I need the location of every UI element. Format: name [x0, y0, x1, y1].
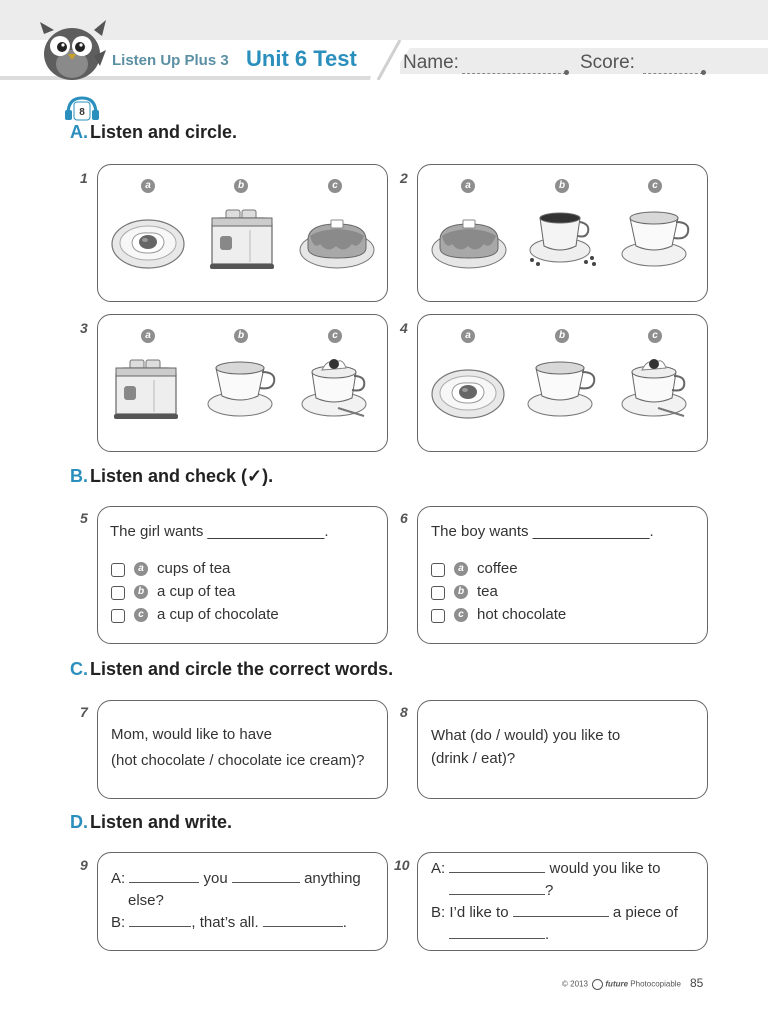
line-text: would you like to [549, 860, 661, 877]
section-c-letter: C. [70, 659, 88, 679]
option-b-badge: b [234, 179, 248, 193]
blank-field[interactable] [513, 904, 609, 917]
option-a-badge: a [141, 329, 155, 343]
tea-cup-icon[interactable] [204, 358, 280, 422]
question-prompt: The girl wants ______________. [110, 523, 329, 540]
section-b-letter: B. [70, 466, 88, 486]
tea-cup-icon[interactable] [618, 208, 694, 272]
option-c-badge: c [454, 608, 468, 622]
coffee-cup-icon[interactable] [522, 206, 600, 272]
score-label: Score: [580, 52, 635, 73]
line-text: . [342, 914, 347, 931]
question-7-box [97, 700, 388, 799]
question-line: Mom, would like to have [111, 726, 272, 743]
checkbox[interactable] [431, 609, 445, 623]
question-line: (hot chocolate / chocolate ice cream)? [111, 752, 365, 769]
section-b-title: Listen and check (✓). [90, 466, 274, 486]
question-line: What (do / would) you like to [431, 727, 621, 744]
answer-line-b-cont [449, 926, 549, 943]
fried-egg-icon[interactable] [110, 212, 186, 272]
hot-chocolate-icon[interactable] [298, 356, 374, 422]
blank-field[interactable] [263, 914, 343, 927]
answer-line-a-cont [449, 882, 553, 899]
copyright-text: © 2013 [562, 979, 588, 989]
question-number: 5 [80, 510, 88, 526]
option-text: hot chocolate [477, 606, 567, 623]
option-text: a cup of tea [157, 583, 236, 600]
section-a-letter: A. [70, 122, 88, 142]
question-number: 4 [400, 320, 408, 336]
speaker-label: A: [111, 870, 126, 887]
option-a-badge: a [461, 179, 475, 193]
footer-copyright [562, 979, 681, 990]
line-text: a piece of [612, 904, 678, 921]
photocopiable-note: Photocopiable [630, 979, 682, 989]
name-label: Name: [403, 52, 459, 73]
checkbox[interactable] [431, 586, 445, 600]
section-a-title: Listen and circle. [90, 122, 238, 142]
speaker-label: A: [431, 860, 446, 877]
question-number: 8 [400, 704, 408, 720]
option-text: tea [477, 583, 498, 600]
option-text: a cup of chocolate [157, 606, 279, 623]
blank-field[interactable] [129, 870, 199, 883]
hot-chocolate-icon[interactable] [618, 356, 694, 422]
section-c-heading [70, 659, 393, 680]
question-number: 7 [80, 704, 88, 720]
question-number: 9 [80, 857, 88, 873]
checkbox[interactable] [431, 563, 445, 577]
blank-field[interactable] [449, 860, 545, 873]
option-text: cups of tea [157, 560, 231, 577]
checkbox[interactable] [111, 609, 125, 623]
pancakes-icon[interactable] [298, 206, 376, 272]
option-c-badge: c [648, 179, 662, 193]
series-title: Listen Up Plus 3 [112, 52, 229, 69]
section-a-heading [70, 122, 237, 143]
name-field[interactable] [462, 73, 566, 74]
option-a-badge: a [454, 562, 468, 576]
option-b-badge: b [454, 585, 468, 599]
answer-line-b [111, 914, 347, 931]
line-text: anything [304, 870, 361, 887]
pancakes-icon[interactable] [430, 206, 508, 272]
question-line: (drink / eat)? [431, 750, 516, 767]
brand-logo-icon [592, 979, 603, 990]
owl-mascot-icon [36, 20, 108, 82]
question-number: 3 [80, 320, 88, 336]
speaker-label: B: I’d like to [431, 904, 509, 921]
blank-field[interactable] [449, 882, 545, 895]
checkbox[interactable] [111, 563, 125, 577]
tea-cup-icon[interactable] [524, 358, 600, 422]
score-field[interactable] [643, 73, 703, 74]
line-text: you [203, 870, 228, 887]
option-b-badge: b [555, 329, 569, 343]
option-b-badge: b [555, 179, 569, 193]
track-number: 8 [79, 107, 85, 118]
blank-field[interactable] [129, 914, 191, 927]
name-field-dot [564, 70, 569, 75]
question-number: 2 [400, 170, 408, 186]
line-text: , that’s all. [191, 914, 259, 931]
option-a-badge: a [134, 562, 148, 576]
option-c-badge: c [648, 329, 662, 343]
question-number: 1 [80, 170, 88, 186]
option-a-badge: a [141, 179, 155, 193]
toaster-icon[interactable] [110, 356, 182, 422]
option-text: coffee [477, 560, 518, 577]
option-b-badge: b [134, 585, 148, 599]
option-c-badge: c [328, 329, 342, 343]
answer-line-a [111, 870, 361, 887]
line-text: ? [545, 882, 554, 899]
section-d-title: Listen and write. [90, 812, 233, 832]
question-number: 6 [400, 510, 408, 526]
section-b-heading [70, 466, 273, 487]
section-d-letter: D. [70, 812, 88, 832]
section-c-title: Listen and circle the correct words. [90, 659, 394, 679]
blank-field[interactable] [232, 870, 300, 883]
option-b-badge: b [234, 329, 248, 343]
section-d-heading [70, 812, 232, 833]
option-c-badge: c [134, 608, 148, 622]
answer-line-b [431, 904, 678, 921]
brand-name: future [605, 979, 629, 989]
option-c-badge: c [328, 179, 342, 193]
toaster-icon[interactable] [206, 206, 278, 272]
speaker-label: B: [111, 914, 126, 931]
page-number: 85 [690, 976, 704, 990]
unit-title: Unit 6 Test [246, 46, 357, 71]
blank-field[interactable] [449, 926, 545, 939]
fried-egg-icon[interactable] [430, 362, 506, 422]
checkbox[interactable] [111, 586, 125, 600]
question-prompt: The boy wants ______________. [431, 523, 654, 540]
answer-line-a [431, 860, 660, 877]
question-number: 10 [394, 857, 410, 873]
score-field-dot [701, 70, 706, 75]
line-text: . [545, 926, 550, 943]
option-a-badge: a [461, 329, 475, 343]
header-band [0, 0, 768, 40]
line-text: else? [128, 892, 164, 909]
